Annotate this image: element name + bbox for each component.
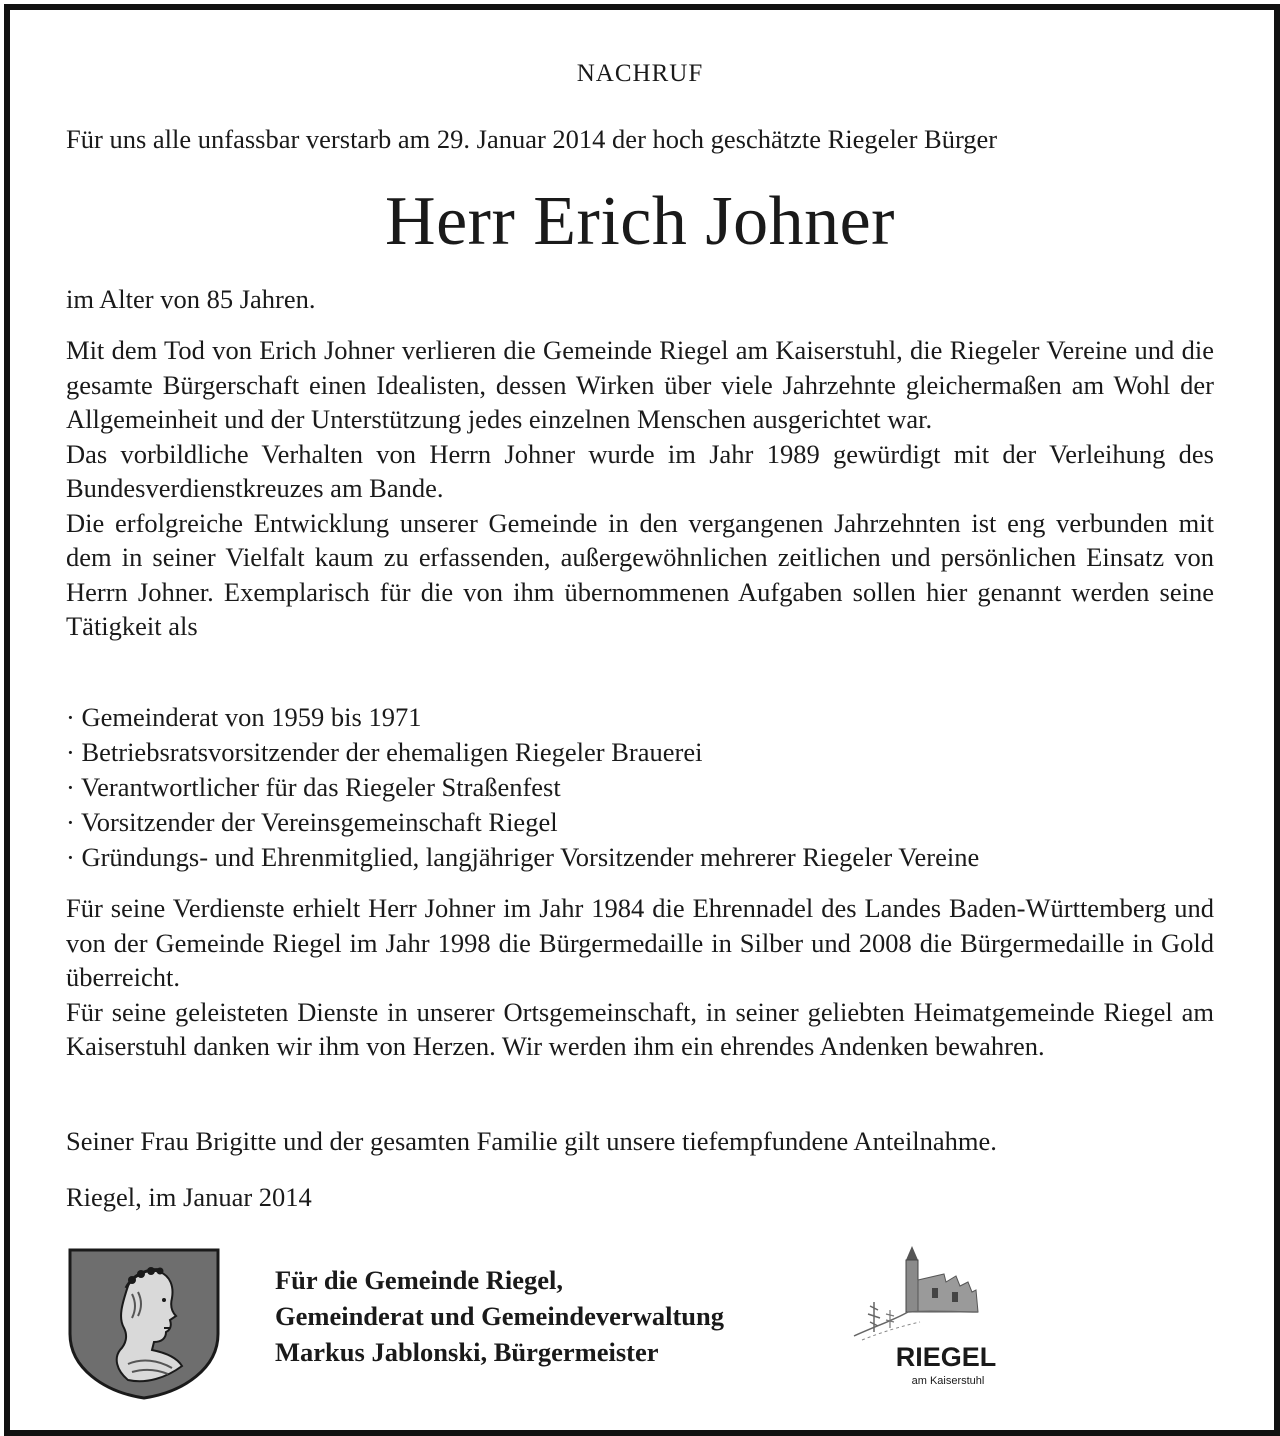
signature-line: Markus Jablonski, Bürgermeister — [275, 1337, 659, 1367]
dateline: Riegel, im Januar 2014 — [66, 1182, 312, 1212]
tribute-paragraph: Die erfolgreiche Entwicklung unserer Gemeinde in den vergangenen Jahrzehnten ist eng verbunden mit dem in seiner Vielfalt kaum zu erfassenden, außergewöhnlichen zeitlichen und persönlichen Einsatz von Herrn Johner. Exemplarisch für die von ihm übernommenen Aufgaben sollen hier genannt werden seine Tätigkeit als — [66, 507, 1214, 641]
intro-line: Für uns alle unfassbar verstarb am 29. Januar 2014 der hoch geschätzte Riegeler Bürger — [66, 124, 998, 154]
list-item: · Gemeinderat von 1959 bis 1971 — [66, 702, 422, 732]
condolence-line: Seiner Frau Brigitte und der gesamten Familie gilt unsere tiefempfundene Anteilnahme. — [66, 1126, 997, 1156]
church-ruin-icon — [848, 1240, 998, 1390]
tribute-paragraph: Für seine geleisteten Dienste in unserer Ortsgemeinschaft, in seiner geliebten Heimatgemeinde Riegel am Kaiserstuhl danken wir ihm von Herzen. Wir werden ihm ein ehrendes Andenken bewahren. — [66, 996, 1214, 1061]
list-item: · Vorsitzender der Vereinsgemeinschaft Riegel — [66, 807, 558, 837]
tribute-paragraph: Mit dem Tod von Erich Johner verlieren die Gemeinde Riegel am Kaiserstuhl, die Riegeler Vereine und die gesamte Bürgerschaft einen Idealisten, dessen Wirken über viele Jahrzehnte gleichermaßen am Wohl der Allgemeinheit und der Unterstützung jedes einzelnen Menschen ausgerichtet war. — [66, 335, 1214, 434]
list-item: · Betriebsratsvorsitzender der ehemaligen Riegeler Brauerei — [66, 737, 703, 767]
tribute-paragraphs-2 — [66, 891, 1214, 1064]
logo-subline: am Kaiserstuhl — [911, 1375, 985, 1387]
notice-kicker: NACHRUF — [576, 60, 704, 87]
tribute-paragraphs-1 — [66, 333, 1214, 644]
logo-wordmark: RIEGEL — [895, 1342, 997, 1372]
deceased-name: Herr Erich Johner — [385, 183, 895, 260]
list-item: · Verantwortlicher für das Riegeler Straßenfest — [66, 772, 561, 802]
tribute-paragraph: Das vorbildliche Verhalten von Herrn Johner wurde im Jahr 1989 gewürdigt mit der Verleihung des Bundesverdienstkreuzes am Bande. — [66, 438, 1214, 503]
signature-line: Für die Gemeinde Riegel, — [275, 1265, 564, 1295]
signature-block — [275, 1262, 724, 1370]
age-line: im Alter von 85 Jahren. — [66, 284, 316, 314]
tribute-paragraph: Für seine Verdienste erhielt Herr Johner im Jahr 1984 die Ehrennadel des Landes Baden-Württemberg und von der Gemeinde Riegel im Jahr 1998 die Bürgermedaille in Silber und 2008 die Bürgermedaille in Gold überreicht. — [66, 893, 1214, 992]
coat-of-arms-icon — [66, 1246, 222, 1400]
list-item: · Gründungs- und Ehrenmitglied, langjähriger Vorsitzender mehrerer Riegeler Vereine — [66, 842, 980, 872]
signature-line: Gemeinderat und Gemeindeverwaltung — [275, 1301, 724, 1331]
activities-list — [66, 700, 979, 875]
